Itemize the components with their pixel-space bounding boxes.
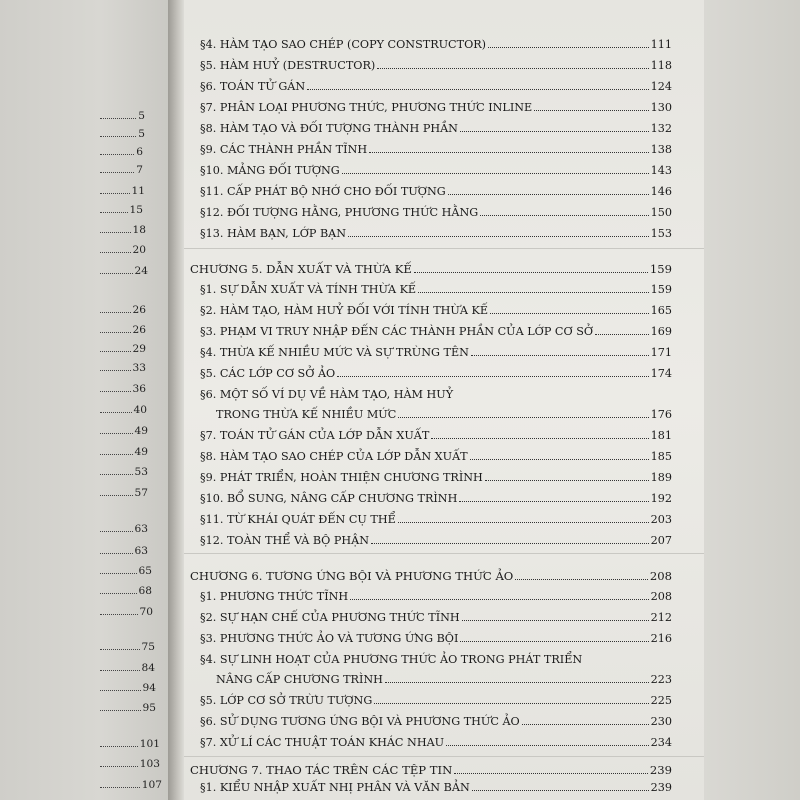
left-page-number: 68 bbox=[100, 585, 152, 598]
toc-entry[interactable]: §7. XỬ LÍ CÁC THUẬT TOÁN KHÁC NHAU 234 bbox=[200, 736, 672, 749]
left-page-number: 103 bbox=[100, 758, 160, 771]
left-page-number: 5 bbox=[100, 110, 145, 123]
divider bbox=[184, 553, 704, 554]
left-page-number: 75 bbox=[100, 641, 155, 654]
background-edge bbox=[704, 0, 800, 800]
left-page-number: 26 bbox=[100, 304, 146, 317]
toc-entry[interactable]: §3. PHƯƠNG THỨC ẢO VÀ TƯƠNG ỨNG BỘI 216 bbox=[200, 632, 672, 645]
left-page-number: 63 bbox=[100, 523, 148, 536]
toc-entry[interactable]: §4. HÀM TẠO SAO CHÉP (COPY CONSTRUCTOR) 111 bbox=[200, 38, 672, 51]
left-page-number: 40 bbox=[100, 404, 147, 417]
divider bbox=[184, 756, 704, 757]
toc-entry[interactable]: §12. ĐỐI TƯỢNG HẰNG, PHƯƠNG THỨC HẰNG 150 bbox=[200, 206, 672, 219]
toc-entry[interactable]: §10. BỔ SUNG, NÂNG CẤP CHƯƠNG TRÌNH 192 bbox=[200, 492, 672, 505]
left-page-number: 11 bbox=[100, 185, 145, 198]
book-gutter bbox=[168, 0, 184, 800]
toc-entry[interactable]: §7. PHÂN LOẠI PHƯƠNG THỨC, PHƯƠNG THỨC INLINE 130 bbox=[200, 101, 672, 114]
toc-entry[interactable]: §12. TOÀN THỂ VÀ BỘ PHẬN 207 bbox=[200, 534, 672, 547]
left-page-number: 70 bbox=[100, 606, 153, 619]
toc-entry[interactable]: §6. SỬ DỤNG TƯƠNG ỨNG BỘI VÀ PHƯƠNG THỨC ẢO 230 bbox=[200, 715, 672, 728]
toc-entry[interactable]: §3. PHẠM VI TRUY NHẬP ĐẾN CÁC THÀNH PHẦN CỦA LỚP CƠ SỞ 169 bbox=[200, 325, 672, 338]
left-page-number: 65 bbox=[100, 565, 152, 578]
left-page-number: 24 bbox=[100, 265, 148, 278]
toc-entry[interactable]: §4. THỪA KẾ NHIỀU MỨC VÀ SỰ TRÙNG TÊN 171 bbox=[200, 346, 672, 359]
left-page-number: 18 bbox=[100, 224, 146, 237]
toc-entry[interactable]: §6. TOÁN TỬ GÁN 124 bbox=[200, 80, 672, 93]
toc-entry[interactable]: §1. PHƯƠNG THỨC TĨNH 208 bbox=[200, 590, 672, 603]
left-page-number: 20 bbox=[100, 244, 146, 257]
left-page-number: 107 bbox=[100, 779, 162, 792]
toc-entry[interactable]: TRONG THỪA KẾ NHIỀU MỨC 176 bbox=[216, 408, 672, 421]
left-page-number: 36 bbox=[100, 383, 146, 396]
left-page-number: 29 bbox=[100, 343, 146, 356]
toc-entry[interactable]: §8. HÀM TẠO VÀ ĐỐI TƯỢNG THÀNH PHẦN 132 bbox=[200, 122, 672, 135]
left-page-number: 7 bbox=[100, 164, 143, 177]
chapter-heading[interactable]: CHƯƠNG 6. TƯƠNG ỨNG BỘI VÀ PHƯƠNG THỨC ẢO 208 bbox=[190, 569, 672, 583]
toc-entry[interactable]: §1. SỰ DẪN XUẤT VÀ TÍNH THỪA KẾ 159 bbox=[200, 283, 672, 296]
toc-entry[interactable]: §2. SỰ HẠN CHẾ CỦA PHƯƠNG THỨC TĨNH 212 bbox=[200, 611, 672, 624]
toc-entry[interactable]: §5. CÁC LỚP CƠ SỞ ẢO 174 bbox=[200, 367, 672, 380]
left-page-number: 101 bbox=[100, 738, 160, 751]
left-page-number: 57 bbox=[100, 487, 148, 500]
toc-entry[interactable]: NÂNG CẤP CHƯƠNG TRÌNH 223 bbox=[216, 673, 672, 686]
toc-entry[interactable]: §10. MẢNG ĐỐI TƯỢNG 143 bbox=[200, 164, 672, 177]
left-page-number: 49 bbox=[100, 446, 148, 459]
left-page-number: 6 bbox=[100, 146, 143, 159]
toc-entry[interactable]: §5. HÀM HUỶ (DESTRUCTOR) 118 bbox=[200, 59, 672, 72]
left-page-number: 5 bbox=[100, 128, 145, 141]
left-page-number: 53 bbox=[100, 466, 148, 479]
left-page-number: 26 bbox=[100, 324, 146, 337]
toc-entry[interactable]: §11. TỪ KHÁI QUÁT ĐẾN CỤ THỂ 203 bbox=[200, 513, 672, 526]
left-page-number: 94 bbox=[100, 682, 156, 695]
divider bbox=[184, 248, 704, 249]
chapter-heading[interactable]: CHƯƠNG 7. THAO TÁC TRÊN CÁC TỆP TIN 239 bbox=[190, 763, 672, 777]
left-page-number: 49 bbox=[100, 425, 148, 438]
chapter-heading[interactable]: CHƯƠNG 5. DẪN XUẤT VÀ THỪA KẾ 159 bbox=[190, 262, 672, 276]
toc-entry[interactable]: §9. CÁC THÀNH PHẦN TĨNH 138 bbox=[200, 143, 672, 156]
toc-entry-title[interactable]: §4. SỰ LINH HOẠT CỦA PHƯƠNG THỨC ẢO TRONG PHÁT TRIỂN bbox=[200, 653, 583, 666]
left-page-number: 15 bbox=[100, 204, 143, 217]
toc-entry-title[interactable]: §6. MỘT SỐ VÍ DỤ VỀ HÀM TẠO, HÀM HUỶ bbox=[200, 388, 454, 401]
left-page-number: 84 bbox=[100, 662, 155, 675]
toc-entry[interactable]: §7. TOÁN TỬ GÁN CỦA LỚP DẪN XUẤT 181 bbox=[200, 429, 672, 442]
toc-entry[interactable]: §2. HÀM TẠO, HÀM HUỶ ĐỐI VỚI TÍNH THỪA KẾ 165 bbox=[200, 304, 672, 317]
left-page-number: 95 bbox=[100, 702, 156, 715]
toc-entry[interactable]: §9. PHÁT TRIỂN, HOÀN THIỆN CHƯƠNG TRÌNH 189 bbox=[200, 471, 672, 484]
toc-entry[interactable]: §11. CẤP PHÁT BỘ NHỚ CHO ĐỐI TƯỢNG 146 bbox=[200, 185, 672, 198]
left-page-number: 33 bbox=[100, 362, 146, 375]
toc-entry[interactable]: §5. LỚP CƠ SỞ TRỪU TƯỢNG 225 bbox=[200, 694, 672, 707]
toc-entry[interactable]: §13. HÀM BẠN, LỚP BẠN 153 bbox=[200, 227, 672, 240]
toc-entry[interactable]: §8. HÀM TẠO SAO CHÉP CỦA LỚP DẪN XUẤT 185 bbox=[200, 450, 672, 463]
left-page-number: 63 bbox=[100, 545, 148, 558]
toc-entry[interactable]: §1. KIỂU NHẬP XUẤT NHỊ PHÂN VÀ VĂN BẢN 239 bbox=[200, 781, 672, 794]
